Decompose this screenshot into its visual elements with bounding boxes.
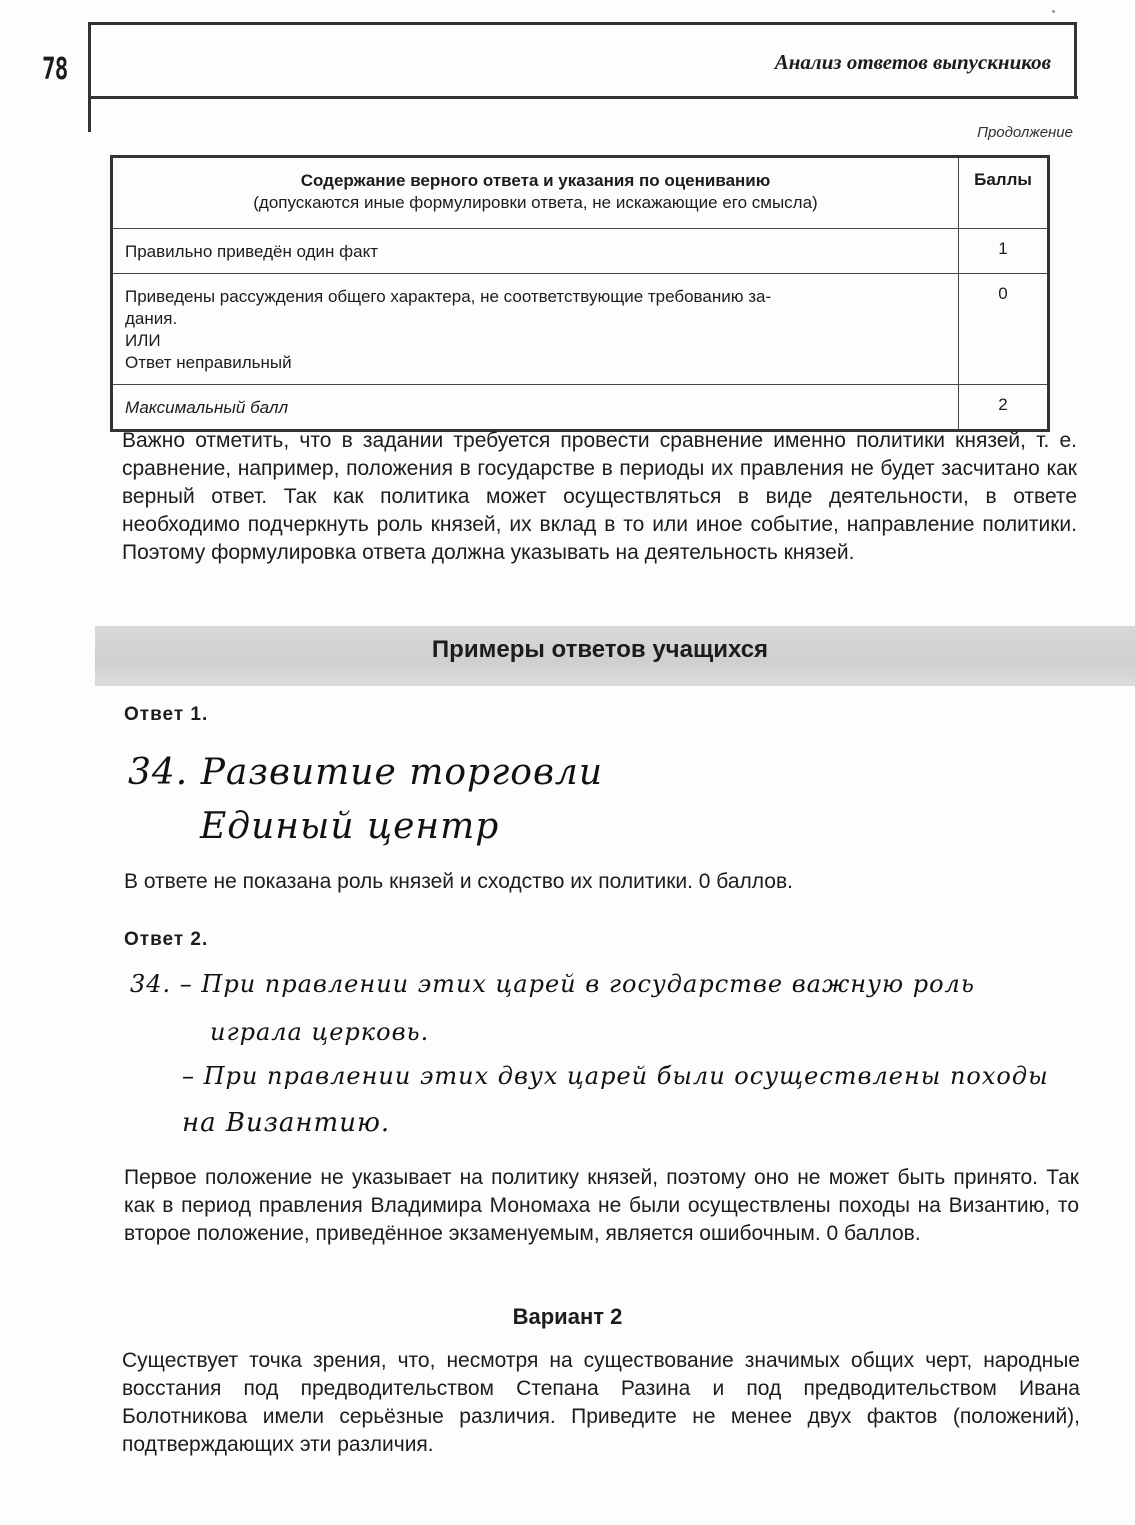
page-number: 78	[42, 52, 68, 87]
max-score-value: 2	[959, 385, 1049, 431]
intro-paragraph: Важно отметить, что в задании требуется провести сравнение именно политики князей, т. е. сравнение, например, положения в государстве в периоды их правления не будет засчитано как верный ответ. Так как политика может осуществляться в виде деятельности, в ответе необходимо подчеркнуть роль князей, их вклад в то или иное событие, направление политики. Поэтому формулировка ответа должна указывать на деятельность князей.	[122, 429, 1077, 564]
variant-task-text: Существует точка зрения, что, несмотря на существование значимых общих черт, народные восстания под предводительством Степана Разина и под предводительством Ивана Болотникова имели серьёзные различия. Приведите не менее двух фактов (положений), подтверждающих эти различия.	[122, 1349, 1080, 1456]
answer-comment: В ответе не показана роль князей и сходство их политики. 0 баллов.	[124, 870, 793, 893]
criteria-line: Приведены рассуждения общего характера, не соответствующие требованию за-	[125, 287, 772, 306]
criteria-line: Ответ неправильный	[125, 353, 292, 372]
variant-title: Вариант 2	[512, 1304, 623, 1329]
answer-label: Ответ 1.	[124, 704, 209, 725]
score-header: Баллы	[959, 157, 1049, 229]
handwritten-line: 34. – При правлении этих царей в государстве важную роль	[130, 970, 975, 998]
answer-label: Ответ 2.	[124, 929, 209, 950]
table-row	[112, 274, 1049, 385]
score-cell: 0	[959, 274, 1049, 385]
scan-artifact	[1052, 10, 1055, 13]
criteria-line: ИЛИ	[125, 331, 161, 350]
table-header-row	[112, 157, 1049, 229]
score-cell: 1	[959, 229, 1049, 274]
criteria-cell: Правильно приведён один факт	[112, 229, 959, 274]
criteria-cell	[112, 274, 959, 385]
criteria-header-note: (допускаются иные формулировки ответа, не искажающие его смысла)	[253, 193, 818, 212]
scoring-table	[110, 155, 1050, 432]
table-row	[112, 229, 1049, 274]
header-rule	[88, 96, 1078, 99]
handwritten-line: играла церковь.	[210, 1018, 430, 1046]
running-header-title: Анализ ответов выпускников	[774, 50, 1051, 74]
table-continuation-label: Продолжение	[977, 124, 1073, 141]
max-score-label: Максимальный балл	[112, 385, 959, 431]
criteria-header	[112, 157, 959, 229]
criteria-header-title: Содержание верного ответа и указания по оцениванию	[300, 171, 771, 190]
handwritten-line: – При правлении этих двух царей были осуществлены походы	[182, 1062, 1049, 1090]
handwritten-line: 34. Развитие торговли	[128, 752, 604, 793]
table-row	[112, 385, 1049, 431]
answer-comment: Первое положение не указывает на политику князей, поэтому оно не может быть принято. Так как в период правления Владимира Мономаха не были осуществлены походы на Византию, то второе положение, приведённое экзаменуемым, является ошибочным. 0 баллов.	[124, 1166, 1079, 1245]
header-left-rule	[88, 96, 91, 132]
criteria-line: дания.	[125, 309, 178, 328]
section-title: Примеры ответов учащихся	[431, 636, 769, 663]
handwritten-line: Единый центр	[200, 806, 500, 847]
handwritten-line: на Византию.	[182, 1108, 391, 1138]
